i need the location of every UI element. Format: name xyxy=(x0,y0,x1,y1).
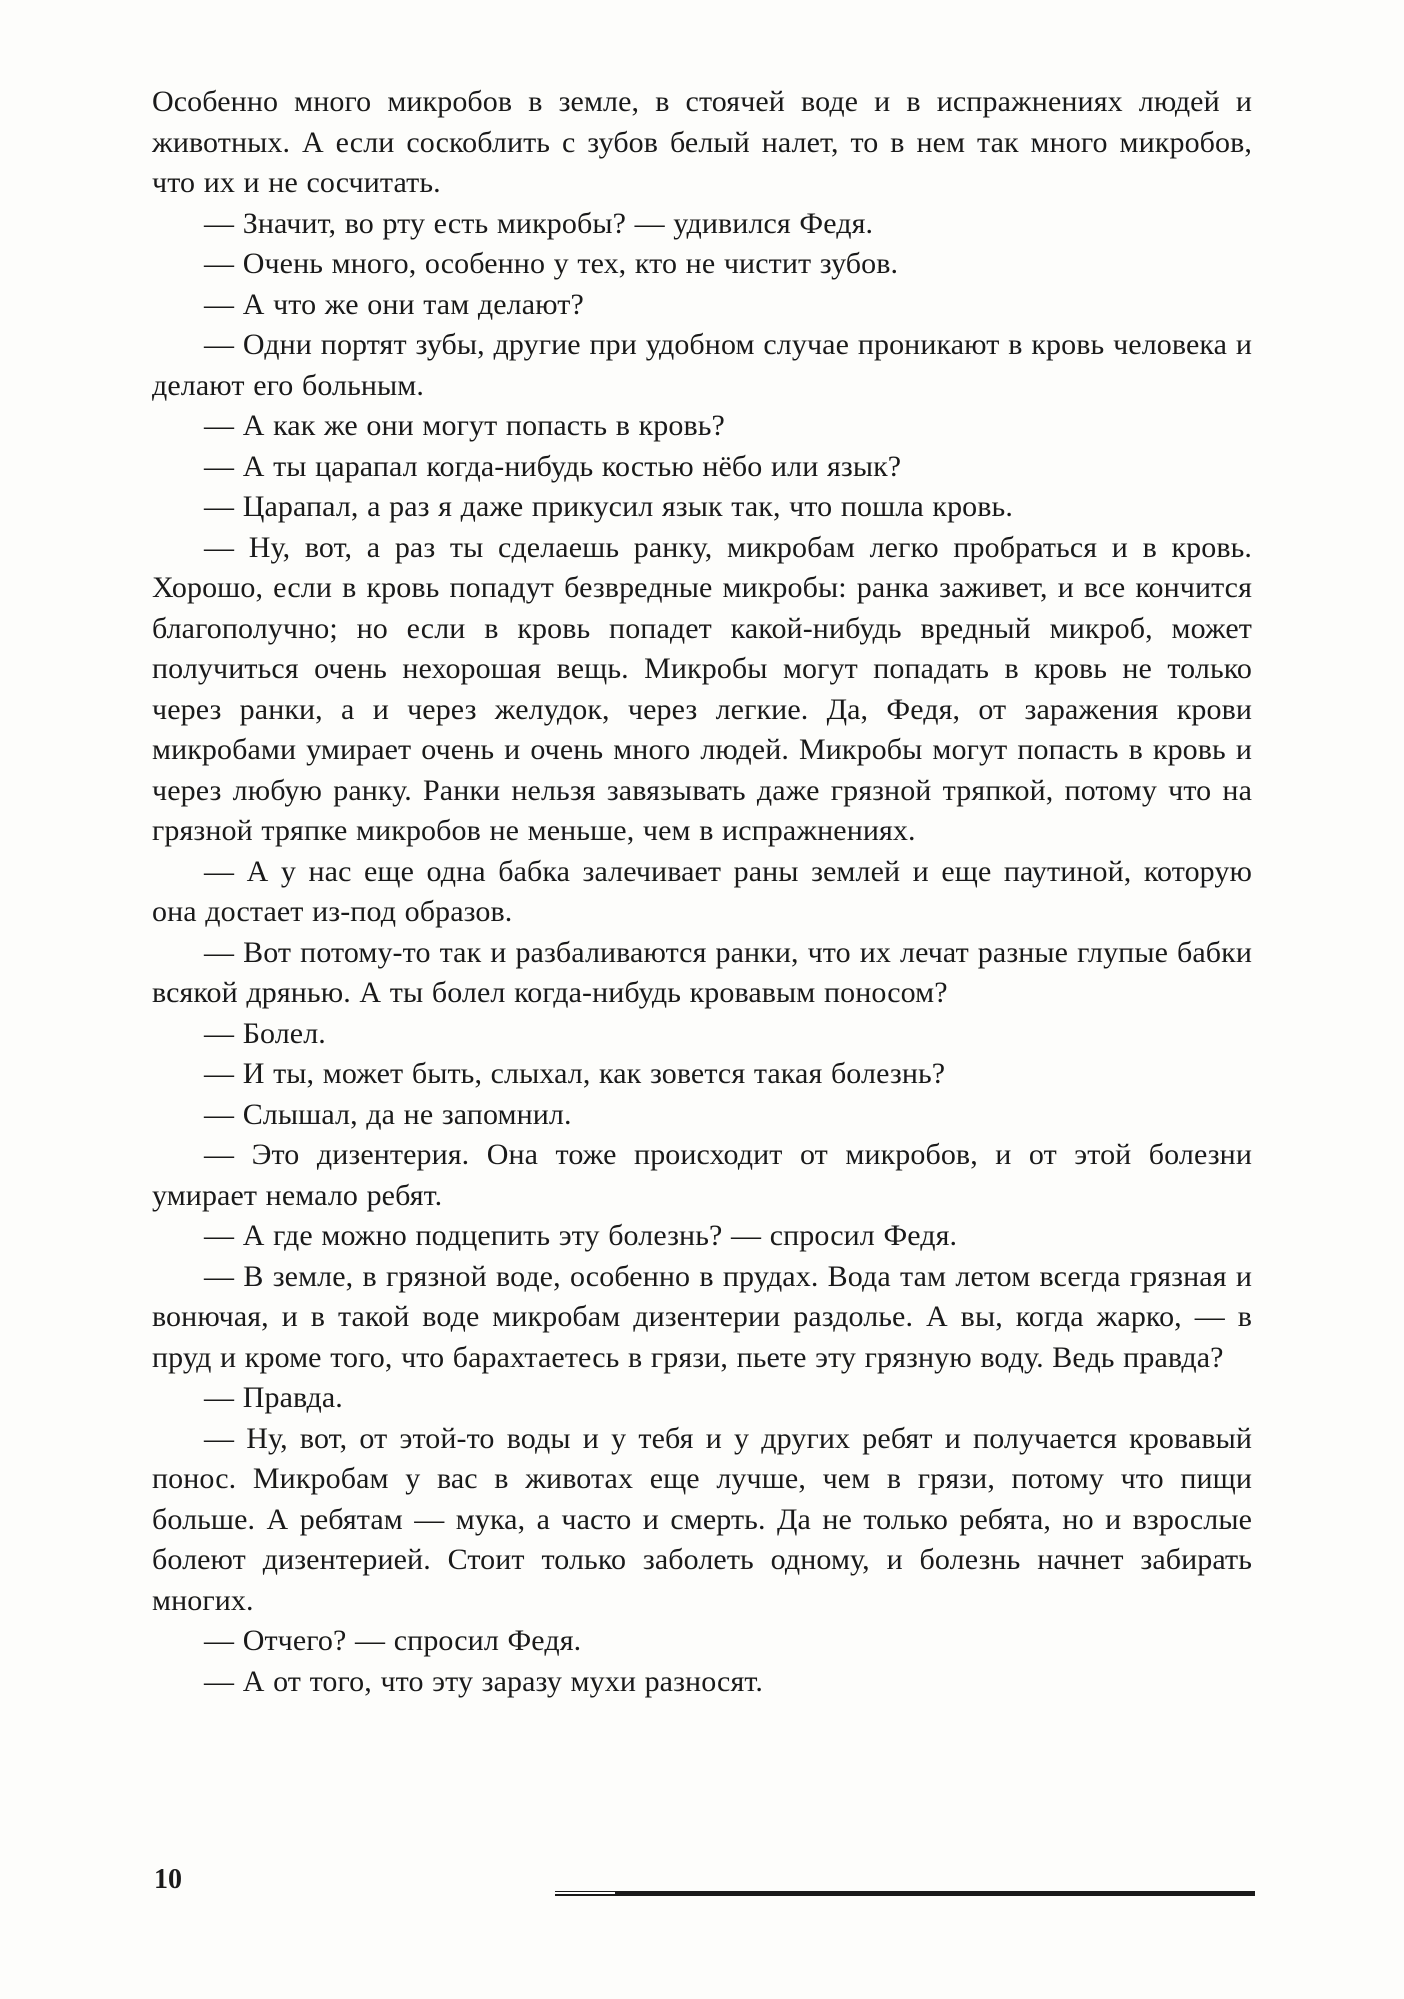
paragraph: — А у нас еще одна бабка залечивает раны землей и еще паутиной, которую она достает из-под образов. xyxy=(152,854,1252,928)
paragraph: — А что же они там делают? xyxy=(204,287,584,321)
paragraph: — А как же они могут попасть в кровь? xyxy=(204,409,725,442)
paragraph: — В земле, в грязной воде, особенно в прудах. Вода там летом всегда грязная и вонючая, и в такой воде микробам дизентерии раздолье. А вы, когда жарко, — в пруд и кроме того, что барахтаетесь в грязи, пьете эту грязную воду. Ведь правда? xyxy=(152,1259,1252,1374)
paragraph: — Болел. xyxy=(204,1016,326,1050)
paragraph: Особенно много микробов в земле, в стоячей воде и в испражнениях людей и животных. А если соскоблить с зубов белый налет, то в нем так много микробов, что их и не сосчитать. xyxy=(152,85,1252,199)
paragraph: — Царапал, а раз я даже прикусил язык так, что пошла кровь. xyxy=(204,490,1013,523)
paragraph: — Отчего? — спросил Федя. xyxy=(204,1624,582,1657)
paragraph: — Очень много, особенно у тех, кто не чистит зубов. xyxy=(204,247,899,280)
paragraph: — А ты царапал когда-нибудь костью нёбо или язык? xyxy=(204,449,902,483)
page-number: 10 xyxy=(154,1864,182,1895)
paragraph: — И ты, может быть, слыхал, как зовется такая болезнь? xyxy=(204,1057,946,1090)
paragraph: — А где можно подцепить эту болезнь? — спросил Федя. xyxy=(204,1219,958,1252)
paragraph: — Вот потому-то так и разбаливаются ранки, что их лечат разные глупые бабки всякой дрянью. А ты болел когда-нибудь кровавым поносом? xyxy=(152,935,1252,1009)
footer-rule-gap xyxy=(555,1892,615,1894)
paragraph: — Правда. xyxy=(204,1381,343,1414)
paragraph: — Слышал, да не запомнил. xyxy=(204,1097,572,1131)
paragraph: — Ну, вот, от этой-то воды и у тебя и у других ребят и получается кровавый понос. Микробам у вас в животах еще лучше, чем в грязи, потому что пищи больше. А ребятам — мука, а часто и смерть. Да не только ребята, но и взрослые болеют дизентерией. Стоит только заболеть одному, и болезнь начнет забирать многих. xyxy=(152,1421,1252,1617)
paragraph: — Одни портят зубы, другие при удобном случае проникают в кровь человека и делают его больным. xyxy=(152,328,1252,402)
paragraph: — А от того, что эту заразу мухи разносят. xyxy=(204,1664,763,1698)
footer-rule xyxy=(555,1891,1255,1896)
page-text xyxy=(152,82,1252,1702)
paragraph: — Значит, во рту есть микробы? — удивился Федя. xyxy=(204,206,874,240)
paragraph: — Это дизентерия. Она тоже происходит от микробов, и от этой болезни умирает немало ребят. xyxy=(152,1138,1252,1212)
paragraph: — Ну, вот, а раз ты сделаешь ранку, микробам легко пробраться и в кровь. Хорошо, если в кровь попадут безвредные микробы: ранка заживет, и все кончится благополучно; но если в кровь попадет какой-нибудь вредный микроб, может получиться очень нехорошая вещь. Микробы могут попадать в кровь не только через ранки, а и через желудок, через легкие. Да, Федя, от заражения крови микробами умирает очень и очень много людей. Микробы могут попасть в кровь и через любую ранку. Ранки нельзя завязывать даже грязной тряпкой, потому что на грязной тряпке микробов не меньше, чем в испражнениях. xyxy=(152,530,1252,847)
